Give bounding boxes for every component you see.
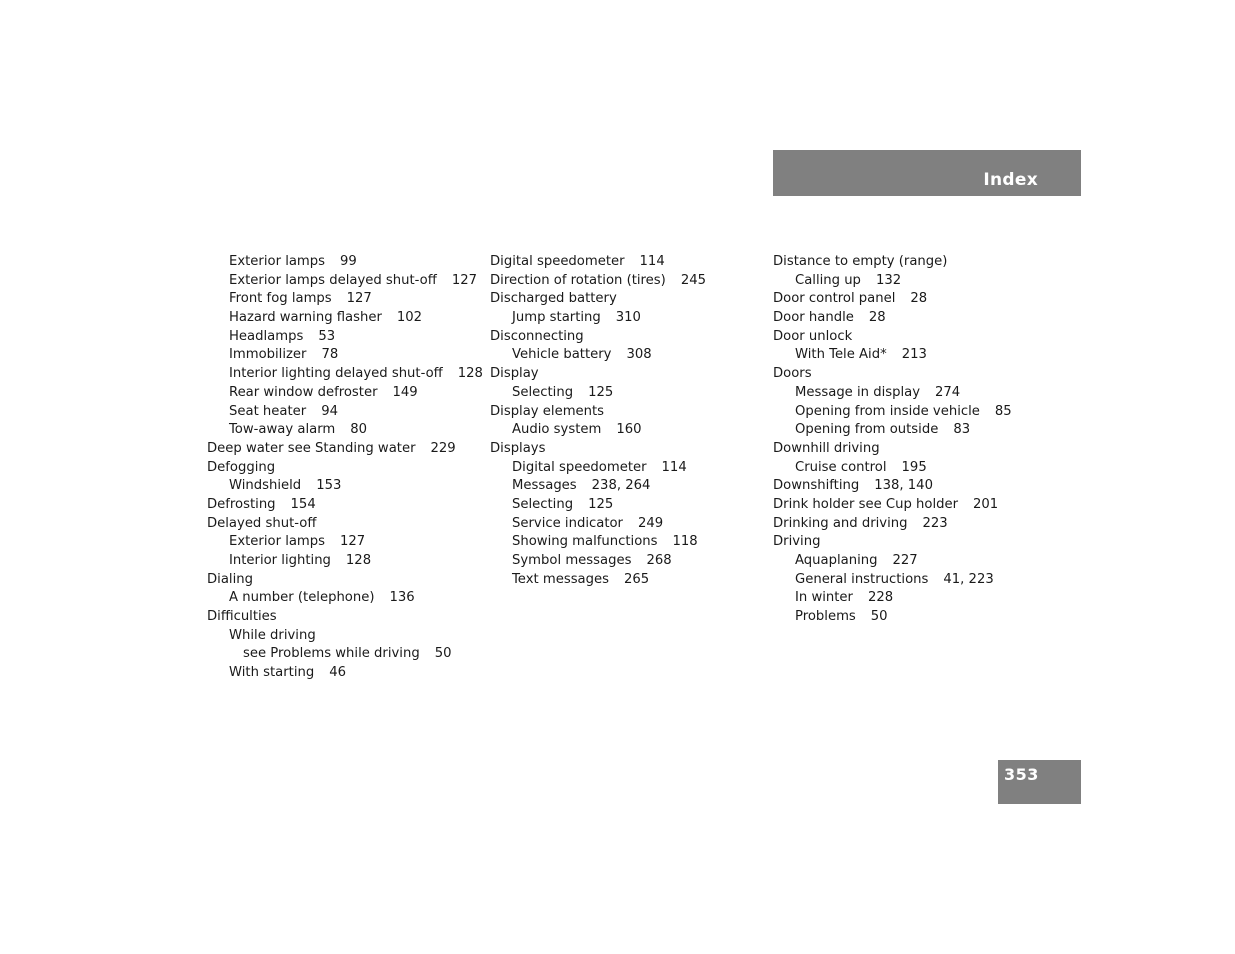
index-entry-text: Displays	[490, 440, 546, 456]
index-entry-page: 125	[588, 384, 614, 400]
index-entry-text: Windshield	[229, 478, 302, 494]
index-entry-text: Discharged battery	[490, 291, 617, 307]
index-entry	[207, 328, 483, 347]
index-entry-page: 78	[321, 347, 339, 363]
index-entry-text: Headlamps	[229, 328, 304, 344]
index-entry-page: 50	[434, 646, 452, 662]
index-entry-page: 94	[321, 403, 338, 419]
index-entry-page: 223	[922, 515, 948, 531]
index-entry-page: 213	[901, 347, 927, 363]
index-entry-text: With Tele Aid*	[795, 347, 887, 363]
index-entry	[773, 608, 1012, 627]
index-entry-text: Drinking and driving	[773, 515, 908, 531]
index-entry-text: Drink holder see Cup holder	[773, 496, 959, 512]
index-entry-page: 245	[680, 272, 706, 288]
index-entry-text: Disconnecting	[490, 328, 584, 344]
index-entry-text: Service indicator	[512, 515, 623, 531]
index-entry	[207, 627, 483, 646]
index-entry-page: 128	[457, 366, 483, 382]
index-entry	[490, 365, 706, 384]
index-column-3	[773, 253, 1012, 627]
index-entry-page: 80	[350, 422, 368, 438]
index-entry	[773, 309, 1012, 328]
index-entry-text: Opening from inside vehicle	[795, 403, 980, 419]
index-entry-page: 99	[340, 254, 357, 269]
index-entry-text: Interior lighting delayed shut-off	[229, 366, 443, 382]
index-entry	[207, 459, 483, 478]
index-entry-text: Rear window defroster	[229, 384, 378, 400]
index-entry-text: Symbol messages	[512, 553, 632, 568]
index-entry-page: 85	[994, 403, 1012, 419]
index-entry-text: General instructions	[795, 571, 929, 587]
section-header-bar	[773, 150, 1081, 196]
index-entry	[490, 421, 706, 440]
index-entry-page: 249	[637, 515, 664, 531]
index-entry-text: Downshifting	[773, 478, 860, 494]
index-entry	[773, 272, 1012, 291]
index-entry	[490, 272, 706, 291]
index-entry-text: Interior lighting	[229, 553, 331, 568]
index-entry-text: Display	[490, 366, 539, 382]
index-entry-text: Distance to empty (range)	[773, 254, 948, 269]
index-entry-text: Selecting	[512, 384, 574, 400]
index-entry-page: 160	[616, 422, 642, 438]
index-entry-page: 238, 264	[591, 478, 651, 494]
index-entry	[773, 533, 1012, 552]
index-entry	[490, 496, 706, 515]
index-entry-text: Seat heater	[229, 403, 307, 419]
index-entry-text: Direction of rotation (tires)	[490, 272, 666, 288]
index-entry	[490, 515, 706, 534]
index-entry	[490, 309, 706, 328]
index-entry-text: Opening from outside	[795, 422, 939, 438]
index-entry-text: Defrosting	[207, 496, 276, 512]
index-entry	[490, 346, 706, 365]
index-entry-page: 268	[646, 553, 672, 568]
index-entry-text: Door unlock	[773, 328, 853, 344]
index-entry	[773, 328, 1012, 347]
index-entry-text: Audio system	[512, 422, 602, 438]
index-entry-page: 138, 140	[874, 478, 933, 494]
index-entry	[207, 664, 483, 683]
index-entry-text: Hazard warning flasher	[229, 310, 382, 326]
index-entry	[773, 496, 1012, 515]
page-number: 353	[1004, 765, 1039, 784]
index-entry-page: 28	[910, 291, 928, 307]
index-entry-text: Deep water see Standing water	[207, 440, 416, 456]
index-entry-text: Text messages	[512, 571, 609, 587]
index-entry	[207, 496, 483, 515]
index-entry-text: Display elements	[490, 403, 605, 419]
index-entry	[207, 253, 483, 272]
index-entry-page: 118	[672, 534, 698, 550]
index-entry-text: Front fog lamps	[229, 291, 332, 307]
index-entry-page: 127	[346, 291, 372, 307]
index-entry-page: 132	[875, 272, 902, 288]
index-entry-page: 128	[345, 553, 372, 568]
index-column-1	[207, 253, 483, 683]
index-entry	[490, 459, 706, 478]
index-entry-page: 227	[892, 553, 918, 568]
index-entry-page: 28	[868, 310, 886, 326]
index-entry-page: 46	[329, 665, 347, 681]
index-entry	[773, 253, 1012, 272]
index-entry-text: Vehicle battery	[512, 347, 612, 363]
index-entry-page: 310	[615, 310, 641, 326]
index-entry-text: Doors	[773, 366, 812, 382]
index-entry-page: 50	[870, 609, 888, 625]
index-entry-page: 127	[340, 534, 366, 550]
index-entry	[490, 552, 706, 571]
index-entry	[490, 440, 706, 459]
index-entry-page: 201	[973, 496, 999, 512]
index-entry	[773, 346, 1012, 365]
index-entry-text: Calling up	[795, 272, 861, 288]
index-entry	[490, 571, 706, 590]
index-entry	[773, 290, 1012, 309]
index-entry-text: While driving	[229, 627, 316, 643]
index-entry-text: Messages	[512, 478, 577, 494]
index-entry	[207, 290, 483, 309]
index-entry	[490, 403, 706, 422]
index-entry	[207, 346, 483, 365]
index-entry-page: 228	[867, 590, 894, 606]
index-entry-text: Problems	[795, 609, 856, 625]
index-entry	[490, 253, 706, 272]
index-entry	[207, 533, 483, 552]
index-entry	[773, 571, 1012, 590]
index-column-2	[490, 253, 706, 589]
index-entry-text: Showing malfunctions	[512, 534, 658, 550]
index-entry-page: 229	[430, 440, 456, 456]
index-entry	[773, 552, 1012, 571]
index-entry-text: Exterior lamps	[229, 534, 326, 550]
index-entry	[207, 515, 483, 534]
index-entry-page: 114	[639, 254, 665, 269]
index-entry-text: Tow-away alarm	[229, 422, 336, 438]
index-entry-text: Immobilizer	[229, 347, 307, 363]
index-entry	[773, 403, 1012, 422]
index-entry	[207, 421, 483, 440]
index-entry	[207, 608, 483, 627]
index-entry-page: 265	[624, 571, 650, 587]
index-entry	[490, 533, 706, 552]
index-entry-page: 114	[661, 459, 687, 475]
index-entry-page: 83	[953, 422, 971, 438]
index-entry-text: see Problems while driving	[243, 646, 420, 662]
index-entry	[207, 365, 483, 384]
index-entry-text: Driving	[773, 534, 821, 550]
index-entry	[207, 440, 483, 459]
index-entry-page: 127	[451, 272, 478, 288]
index-entry-text: Defogging	[207, 459, 276, 475]
index-entry-page: 274	[935, 384, 961, 400]
index-entry	[773, 477, 1012, 496]
index-entry	[773, 515, 1012, 534]
index-entry-page: 102	[396, 310, 423, 326]
index-entry-page: 195	[901, 459, 927, 475]
index-entry-text: With starting	[229, 665, 315, 681]
index-entry-page: 136	[389, 590, 415, 606]
index-entry	[207, 403, 483, 422]
index-entry	[207, 384, 483, 403]
page-number-box	[998, 760, 1081, 804]
index-entry-text: Jump starting	[512, 310, 601, 326]
index-entry	[490, 290, 706, 309]
index-entry	[773, 421, 1012, 440]
index-entry-text: Downhill driving	[773, 440, 880, 456]
index-entry-text: Difficulties	[207, 609, 277, 625]
index-entry-text: Aquaplaning	[795, 553, 878, 568]
index-entry-text: Digital speedometer	[512, 459, 647, 475]
index-entry	[773, 384, 1012, 403]
index-entry-text: A number (telephone)	[229, 590, 375, 606]
index-entry-text: Digital speedometer	[490, 254, 625, 269]
index-entry-text: Message in display	[795, 384, 921, 400]
index-entry-text: Delayed shut-off	[207, 515, 317, 531]
index-entry-page: 125	[588, 496, 614, 512]
index-entry-text: In winter	[795, 590, 853, 606]
section-title: Index	[983, 170, 1038, 190]
index-entry	[207, 272, 483, 291]
index-entry	[490, 328, 706, 347]
index-entry	[490, 477, 706, 496]
index-entry	[207, 645, 483, 664]
index-entry-text: Cruise control	[795, 459, 887, 475]
index-entry-text: Dialing	[207, 571, 253, 587]
index-entry	[773, 440, 1012, 459]
index-entry	[490, 384, 706, 403]
index-entry	[207, 571, 483, 590]
index-entry	[773, 459, 1012, 478]
index-entry-page: 153	[316, 478, 342, 494]
index-entry-page: 149	[392, 384, 418, 400]
index-entry-page: 154	[290, 496, 316, 512]
index-entry-text: Door handle	[773, 310, 854, 326]
index-entry-text: Door control panel	[773, 291, 896, 307]
index-entry-page: 53	[318, 328, 336, 344]
index-entry	[207, 477, 483, 496]
index-entry-text: Exterior lamps delayed shut-off	[229, 272, 437, 288]
index-entry	[773, 365, 1012, 384]
index-entry-page: 41, 223	[943, 571, 994, 587]
index-entry	[207, 589, 483, 608]
index-entry	[207, 552, 483, 571]
index-entry	[207, 309, 483, 328]
index-entry-page: 308	[626, 347, 652, 363]
index-entry	[773, 589, 1012, 608]
index-entry-text: Exterior lamps	[229, 254, 326, 269]
index-entry-text: Selecting	[512, 496, 574, 512]
